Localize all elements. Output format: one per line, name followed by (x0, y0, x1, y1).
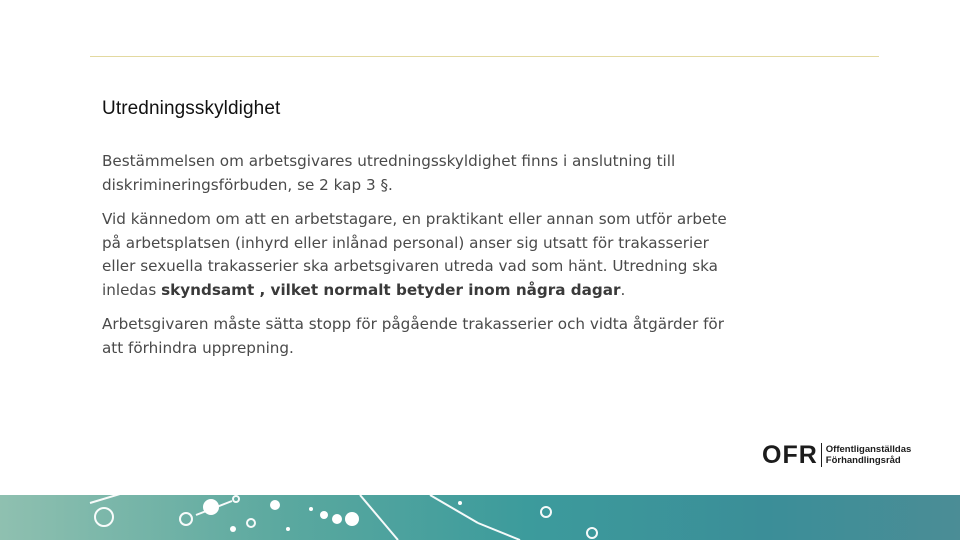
paragraph-1 (102, 150, 802, 197)
top-divider-line (90, 56, 879, 57)
footer-pattern (0, 495, 960, 540)
logo-abbreviation: OFR (762, 441, 818, 469)
paragraph-2 (102, 208, 802, 302)
slide-body (102, 150, 802, 371)
slide-title: Utredningsskyldighet (102, 98, 281, 119)
paragraph-1-text: Bestämmelsen om arbetsgivares utredningsskyldighet finns i anslutning till diskrimineringsförbuden, se 2 kap 3 §. (102, 152, 676, 194)
paragraph-2-text: Vid kännedom om att en arbetstagare, en praktikant eller annan som utför arbete på arbetsplatsen (inhyrd eller inlånad personal) anser sig utsatt för trakasserier eller sexuella trakasserier ska arbetsgivaren utreda vad som hänt. Utredning ska inledas (102, 210, 727, 299)
logo-separator (821, 443, 822, 467)
paragraph-2-suffix: . (620, 280, 626, 299)
logo-line-1: Offentliganställdas (825, 444, 912, 455)
logo-line-2: Förhandlingsråd (825, 455, 901, 466)
footer-decorative-band (0, 495, 960, 540)
paragraph-3-text: Arbetsgivaren måste sätta stopp för pågående trakasserier och vidta åtgärder för att förhindra upprepning. (102, 315, 724, 357)
paragraph-2-emphasis: skyndsamt , vilket normalt betyder inom några dagar (161, 280, 621, 299)
logo-fullname (826, 444, 912, 466)
ofr-logo (762, 441, 911, 469)
paragraph-3 (102, 313, 802, 360)
